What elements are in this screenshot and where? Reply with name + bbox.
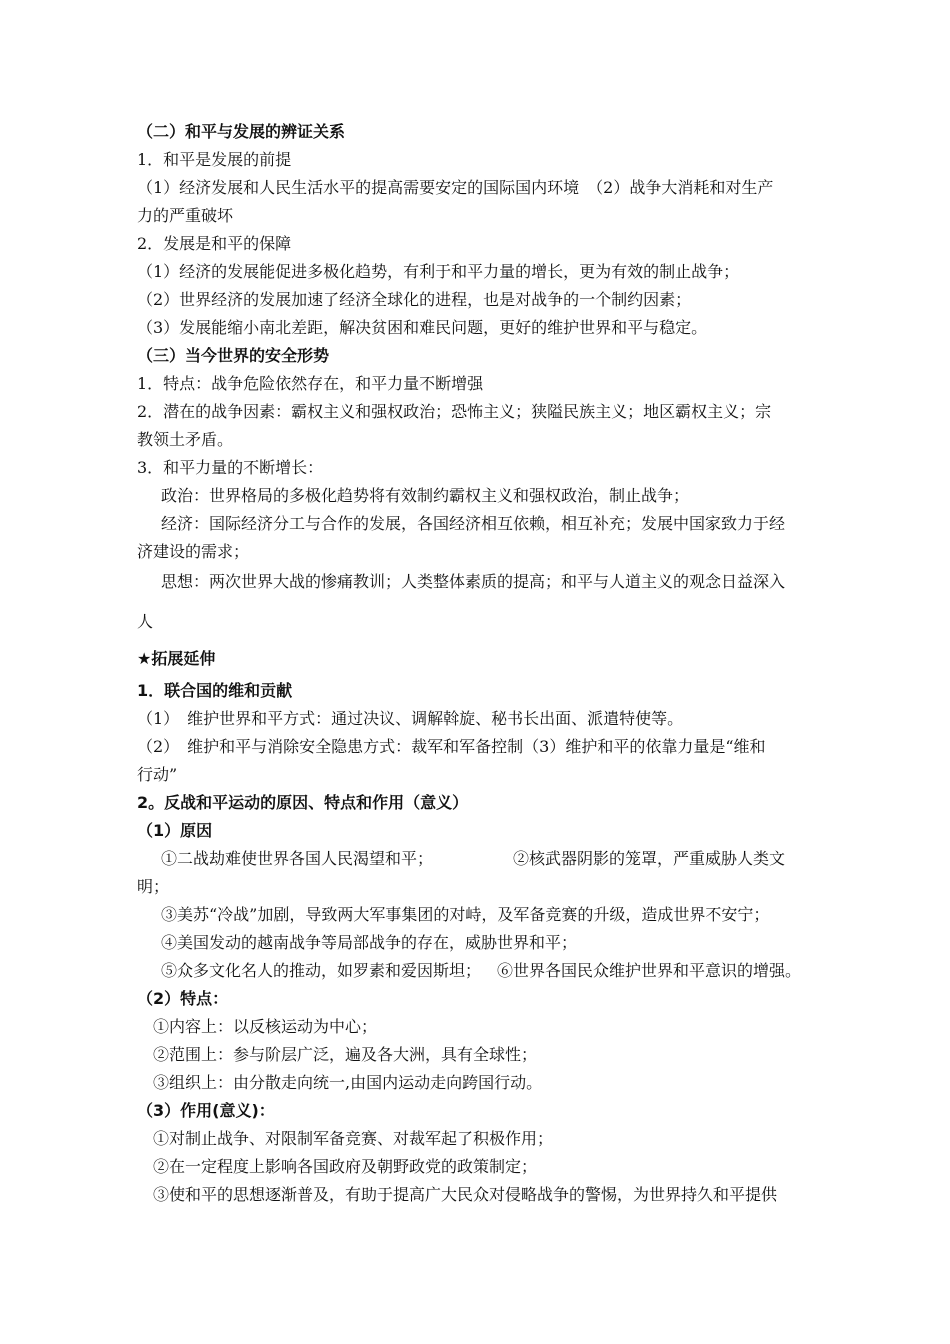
peace-forces-title: 3．和平力量的不断增长： bbox=[137, 458, 324, 477]
effect-2: ②在一定程度上影响各国政府及朝野政党的政策制定； bbox=[153, 1157, 538, 1176]
reason-6: ⑥世界各国民众维护世界和平意识的增强。 bbox=[497, 961, 802, 980]
reason-row-5 bbox=[161, 957, 851, 985]
feature-1: ①内容上：以反核运动为中心； bbox=[153, 1017, 378, 1036]
point-peace-premise-text: （1）经济发展和人民生活水平的提高需要安定的国际国内环境 （2）战争大消耗和对生产 bbox=[137, 178, 774, 197]
antiwar-movement-title: 2。反战和平运动的原因、特点和作用（意义） bbox=[137, 793, 469, 812]
reason-2-cont: 明； bbox=[137, 877, 170, 896]
section-heading-security: （三）当今世界的安全形势 bbox=[137, 346, 330, 365]
feature-title: （2）特点： bbox=[137, 989, 229, 1008]
feature-3: ③组织上：由分散走向统一,由国内运动走向跨国行动。 bbox=[153, 1073, 543, 1092]
feature-2: ②范围上：参与阶层广泛，遍及各大洲，具有全球性； bbox=[153, 1045, 538, 1064]
un-item-2: （2） 维护和平与消除安全隐患方式：裁军和军备控制（3）维护和平的依靠力量是“维和 bbox=[137, 737, 766, 756]
security-war-factors: 2．潜在的战争因素：霸权主义和强权政治；恐怖主义；狭隘民族主义；地区霸权主义；宗 bbox=[137, 402, 772, 421]
development-item-2: （2）世界经济的发展加速了经济全球化的进程，也是对战争的一个制约因素； bbox=[137, 290, 692, 309]
reason-1: ①二战劫难使世界各国人民渴望和平； bbox=[161, 849, 434, 868]
point-peace-premise: 1．和平是发展的前提 bbox=[137, 150, 292, 169]
reason-row-1 bbox=[161, 845, 851, 873]
peace-forces-thought-cont: 人 bbox=[137, 612, 154, 631]
effect-title: （3）作用(意义)： bbox=[137, 1101, 275, 1120]
section-heading-peace-development: （二）和平与发展的辨证关系 bbox=[137, 122, 346, 141]
point-development-guarantee: 2．发展是和平的保障 bbox=[137, 234, 292, 253]
peace-forces-politics: 政治：世界格局的多极化趋势将有效制约霸权主义和强权政治，制止战争； bbox=[161, 486, 690, 505]
reason-4: ④美国发动的越南战争等局部战争的存在，威胁世界和平； bbox=[161, 933, 578, 952]
extension-heading: ★拓展延伸 bbox=[137, 649, 216, 668]
peace-forces-economy-cont: 济建设的需求； bbox=[137, 542, 250, 561]
reason-title: （1）原因 bbox=[137, 821, 213, 840]
peace-forces-thought: 思想：两次世界大战的惨痛教训；人类整体素质的提高；和平与人道主义的观念日益深入 bbox=[161, 572, 786, 591]
un-item-1: （1） 维护世界和平方式：通过决议、调解斡旋、秘书长出面、派遣特使等。 bbox=[137, 709, 684, 728]
development-item-3: （3）发展能缩小南北差距，解决贫困和难民问题，更好的维护世界和平与稳定。 bbox=[137, 318, 708, 337]
security-feature: 1．特点：战争危险依然存在，和平力量不断增强 bbox=[137, 374, 484, 393]
reason-2: ②核武器阴影的笼罩，严重威胁人类文 bbox=[513, 849, 786, 868]
reason-3: ③美苏“冷战”加剧，导致两大军事集团的对峙，及军备竞赛的升级，造成世界不安宁； bbox=[161, 905, 770, 924]
effect-1: ①对制止战争、对限制军备竞赛、对裁军起了积极作用； bbox=[153, 1129, 554, 1148]
point-peace-premise-text-cont: 力的严重破坏 bbox=[137, 206, 234, 225]
reason-5: ⑤众多文化名人的推动，如罗素和爱因斯坦； bbox=[161, 961, 482, 980]
security-war-factors-cont: 教领土矛盾。 bbox=[137, 430, 234, 449]
development-item-1: （1）经济的发展能促进多极化趋势，有利于和平力量的增长，更为有效的制止战争； bbox=[137, 262, 740, 281]
peace-forces-economy: 经济：国际经济分工与合作的发展，各国经济相互依赖，相互补充；发展中国家致力于经 bbox=[161, 514, 786, 533]
un-item-2-cont: 行动” bbox=[137, 765, 178, 784]
un-contribution-title: 1．联合国的维和贡献 bbox=[137, 681, 293, 700]
effect-3: ③使和平的思想逐渐普及，有助于提高广大民众对侵略战争的警惕，为世界持久和平提供 bbox=[153, 1185, 778, 1204]
